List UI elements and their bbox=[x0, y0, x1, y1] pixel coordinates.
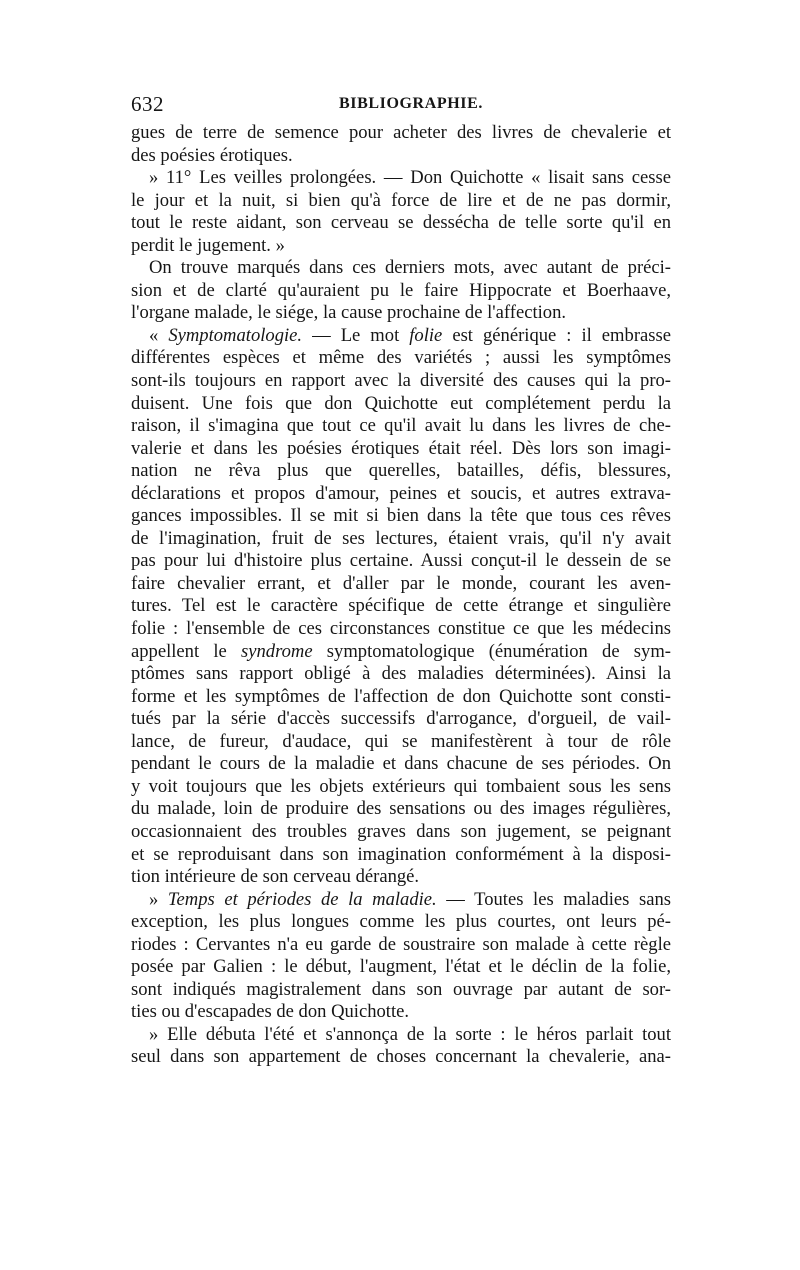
text-line bbox=[131, 528, 671, 551]
text-segment: faire chevalier errant, et d'aller par le monde, courant les aven- bbox=[131, 572, 671, 594]
text-line bbox=[131, 663, 671, 686]
text-line bbox=[131, 641, 671, 664]
text-line bbox=[131, 595, 671, 618]
text-segment: nation ne rêva plus que querelles, batailles, défis, blessures, bbox=[131, 460, 671, 482]
text-line bbox=[131, 911, 671, 934]
text-line bbox=[131, 1046, 671, 1069]
text-segment: gues de terre de semence pour acheter des livres de chevalerie et bbox=[131, 122, 671, 143]
text-segment: tout le reste aidant, son cerveau se dessécha de telle sorte qu'il en bbox=[131, 212, 671, 234]
text-line bbox=[131, 573, 671, 596]
text-line bbox=[131, 866, 671, 889]
text-segment: est générique : il embrasse bbox=[442, 324, 671, 346]
text-segment: riodes : Cervantes n'a eu garde de soustraire son malade à cette règle bbox=[131, 933, 671, 955]
text-segment: « bbox=[149, 324, 169, 346]
text-segment: posée par Galien : le début, l'augment, l'état et le déclin de la folie, bbox=[131, 956, 671, 978]
text-line bbox=[131, 167, 671, 190]
text-segment: — Toutes les maladies sans bbox=[436, 888, 671, 910]
text-line bbox=[131, 122, 671, 145]
text-segment: folie : l'ensemble de ces circonstances constitue ce que les médecins bbox=[131, 618, 671, 640]
page-header bbox=[131, 92, 671, 122]
text-line bbox=[131, 798, 671, 821]
text-segment: appellent le bbox=[131, 640, 241, 662]
text-line bbox=[131, 934, 671, 957]
text-segment: du malade, loin de produire des sensations ou des images régulières, bbox=[131, 798, 671, 820]
text-line bbox=[131, 393, 671, 416]
running-title: BIBLIOGRAPHIE. bbox=[339, 95, 483, 112]
text-segment: perdit le jugement. » bbox=[131, 234, 285, 256]
text-segment: lance, de fureur, d'audace, qui se manifestèrent à tour de rôle bbox=[131, 730, 671, 752]
text-line bbox=[131, 347, 671, 370]
text-line bbox=[131, 483, 671, 506]
text-line bbox=[131, 325, 671, 348]
text-segment: gances impossibles. Il se mit si bien dans la tête que tous ces rêves bbox=[131, 505, 671, 527]
page-number: 632 bbox=[131, 92, 164, 116]
text-line bbox=[131, 979, 671, 1002]
text-line bbox=[131, 731, 671, 754]
italic-text: Symptomatologie. bbox=[168, 324, 303, 346]
text-segment: l'organe malade, le siége, la cause prochaine de l'affection. bbox=[131, 302, 567, 324]
text-line bbox=[131, 753, 671, 776]
book-page bbox=[131, 92, 671, 1069]
text-segment: tués par la série d'accès successifs d'arrogance, d'orgueil, de vail- bbox=[131, 708, 671, 730]
text-segment: pendant le cours de la maladie et dans chacune de ses périodes. On bbox=[131, 753, 671, 775]
text-segment: forme et les symptômes de l'affection de don Quichotte sont consti- bbox=[131, 685, 671, 707]
italic-text: syndrome bbox=[240, 640, 313, 662]
text-segment: » Elle débuta l'été et s'annonça de la sorte : le héros parlait tout bbox=[149, 1023, 671, 1045]
text-segment: ties ou d'escapades de don Quichotte. bbox=[131, 1001, 410, 1023]
italic-text: folie bbox=[409, 324, 443, 346]
text-line bbox=[131, 550, 671, 573]
text-segment: sion et de clarté qu'auraient pu le faire Hippocrate et Boerhaave, bbox=[131, 279, 671, 301]
text-segment: sont-ils toujours en rapport avec la diversité des causes qui la pro- bbox=[131, 370, 671, 392]
text-line bbox=[131, 302, 671, 325]
text-segment: de l'imagination, fruit de ses lectures, étaient vrais, qu'il n'y avait bbox=[131, 527, 671, 549]
text-line bbox=[131, 889, 671, 912]
text-line bbox=[131, 415, 671, 438]
text-line bbox=[131, 145, 671, 168]
text-segment: symptomatologique (énumération de sym- bbox=[312, 640, 671, 662]
text-segment: des poésies érotiques. bbox=[131, 144, 293, 166]
text-segment: » bbox=[149, 888, 168, 910]
text-line bbox=[131, 1024, 671, 1047]
text-line bbox=[131, 370, 671, 393]
text-segment: — Le mot bbox=[302, 324, 410, 346]
text-segment: différentes espèces et même des variétés ; aussi les symptômes bbox=[131, 347, 671, 369]
text-segment: le jour et la nuit, si bien qu'à force de lire et de ne pas dormir, bbox=[131, 189, 671, 211]
text-line bbox=[131, 844, 671, 867]
text-segment: sont indiqués magistralement dans son ouvrage par autant de sor- bbox=[131, 978, 671, 1000]
text-line bbox=[131, 460, 671, 483]
text-line bbox=[131, 821, 671, 844]
text-segment: y voit toujours que les objets extérieurs qui tombaient sous les sens bbox=[131, 775, 671, 797]
text-segment: tures. Tel est le caractère spécifique de cette étrange et singulière bbox=[131, 595, 671, 617]
text-segment: seul dans son appartement de choses concernant la chevalerie, ana- bbox=[131, 1046, 671, 1068]
text-segment: et se reproduisant dans son imagination conformément à la disposi- bbox=[131, 843, 671, 865]
text-line bbox=[131, 1001, 671, 1024]
text-segment: ptômes sans rapport obligé à des maladies déterminées). Ainsi la bbox=[131, 663, 671, 685]
body-text bbox=[131, 122, 671, 1069]
text-segment: » 11° Les veilles prolongées. — Don Quichotte « lisait sans cesse bbox=[149, 167, 671, 189]
text-line bbox=[131, 618, 671, 641]
text-line bbox=[131, 956, 671, 979]
text-segment: On trouve marqués dans ces derniers mots, avec autant de préci- bbox=[149, 257, 671, 279]
text-segment: occasionnaient des troubles graves dans son jugement, se peignant bbox=[131, 820, 671, 842]
text-line bbox=[131, 708, 671, 731]
italic-text: Temps et périodes de la maladie. bbox=[167, 888, 437, 910]
text-segment: raison, il s'imagina que tout ce qu'il avait lu dans les livres de che- bbox=[131, 415, 671, 437]
text-line bbox=[131, 505, 671, 528]
text-line bbox=[131, 686, 671, 709]
text-segment: déclarations et propos d'amour, peines et soucis, et autres extrava- bbox=[131, 482, 671, 504]
text-segment: duisent. Une fois que don Quichotte eut complétement perdu la bbox=[131, 392, 671, 414]
text-segment: valerie et dans les poésies érotiques était réel. Dès lors son imagi- bbox=[131, 437, 671, 459]
text-segment: pas pour lui d'histoire plus certaine. Aussi conçut-il le dessein de se bbox=[131, 550, 671, 572]
text-segment: tion intérieure de son cerveau dérangé. bbox=[131, 866, 420, 888]
text-line bbox=[131, 438, 671, 461]
text-line bbox=[131, 235, 671, 258]
text-line bbox=[131, 776, 671, 799]
text-line bbox=[131, 212, 671, 235]
text-line bbox=[131, 280, 671, 303]
text-line bbox=[131, 257, 671, 280]
text-segment: exception, les plus longues comme les plus courtes, ont leurs pé- bbox=[131, 911, 671, 933]
text-line bbox=[131, 190, 671, 213]
